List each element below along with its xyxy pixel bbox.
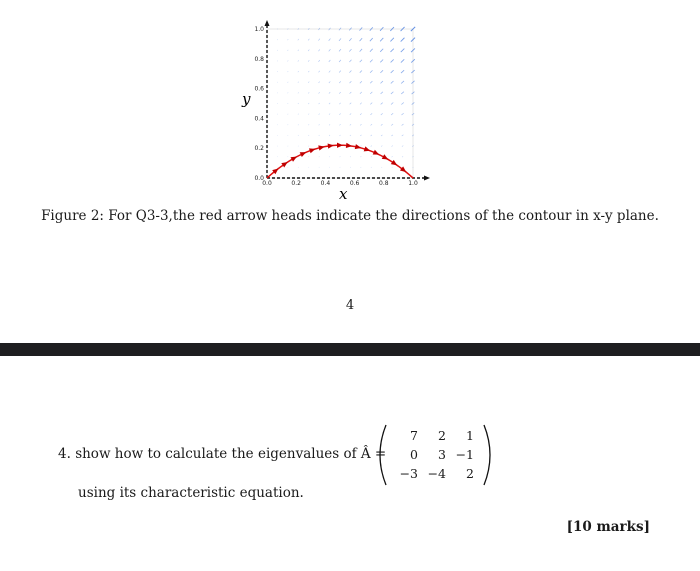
x-tick-label: 1.0 (408, 180, 418, 187)
vector-arrow (349, 60, 351, 62)
vector-arrow (277, 82, 278, 83)
vector-arrow (360, 135, 361, 136)
vector-arrow (370, 92, 372, 94)
x-tick-label: 0.6 (349, 180, 360, 187)
vector-arrow (339, 38, 341, 40)
question-text-continued: using its characteristic equation. (78, 485, 304, 501)
vector-arrow (277, 71, 278, 72)
vector-arrow (360, 146, 361, 147)
x-tick-label: 0.8 (379, 180, 389, 187)
vector-arrow (340, 156, 341, 157)
vector-arrow (360, 60, 362, 62)
vector-arrow (288, 92, 289, 93)
vector-arrow (370, 70, 372, 72)
vector-arrow (370, 38, 373, 41)
vector-arrow (298, 28, 299, 29)
matrix-cell: −4 (427, 466, 446, 481)
contour-arrowhead (290, 154, 298, 161)
vector-arrow (391, 135, 393, 136)
vector-arrow (298, 50, 299, 51)
y-tick-label: 0.6 (254, 85, 264, 93)
vector-arrow (370, 113, 372, 115)
vector-arrow (329, 81, 330, 83)
vector-arrow (402, 135, 404, 136)
vector-arrow (288, 124, 289, 125)
vector-arrow (380, 70, 383, 73)
vector-arrow (308, 92, 309, 93)
vector-arrow (287, 60, 288, 61)
vector-arrow (308, 50, 309, 52)
figure-caption: Figure 2: For Q3-3,the red arrow heads indicate the directions of the contour in x-y plane. (41, 208, 659, 224)
question-number: 4. (58, 446, 71, 462)
vector-arrow (308, 82, 309, 83)
vector-arrow (380, 38, 383, 41)
vector-arrow (392, 146, 393, 147)
vector-arrow (298, 103, 299, 104)
matrix-A (392, 428, 480, 486)
vector-arrow (308, 71, 309, 72)
contour-arrowhead (373, 150, 381, 157)
vector-arrow (288, 135, 289, 136)
vector-arrow (298, 60, 299, 61)
vector-arrow (360, 70, 362, 72)
y-axis-label: y (242, 90, 251, 108)
contour-arrowhead (328, 143, 335, 149)
vector-arrow (350, 81, 352, 83)
vector-arrow (380, 49, 383, 52)
vector-arrow (329, 103, 330, 104)
y-tick-labels (254, 26, 264, 182)
vector-arrow (381, 92, 383, 94)
vector-arrow (391, 113, 393, 115)
vector-arrow (371, 146, 372, 147)
y-tick-label: 1.0 (254, 26, 264, 33)
vector-arrow (339, 71, 341, 73)
vector-arrow (329, 49, 331, 51)
vector-arrow (277, 61, 278, 62)
vector-arrow (392, 167, 393, 168)
y-axis-arrow (265, 20, 270, 26)
vector-arrow (370, 49, 373, 52)
vector-arrow (329, 135, 330, 136)
vector-arrow (360, 81, 362, 83)
vector-arrow (391, 59, 394, 62)
vector-arrow (308, 135, 309, 136)
vector-arrow (360, 49, 362, 52)
vector-arrow (401, 113, 403, 115)
vector-arrow (298, 124, 299, 125)
contour-arrowhead (346, 143, 353, 149)
x-tick-label: 0.4 (320, 180, 331, 187)
vector-arrow (391, 81, 394, 83)
vector-arrow (380, 81, 382, 83)
vector-arrow (308, 103, 309, 104)
vector-arrow (339, 103, 340, 104)
vector-arrow (381, 113, 383, 115)
matrix-cell: −1 (455, 447, 474, 462)
vector-arrow (329, 156, 330, 157)
vector-arrow (390, 38, 393, 42)
vector-arrow (402, 124, 404, 126)
vector-arrow (319, 103, 320, 104)
vector-arrow (329, 124, 330, 125)
vector-arrow (391, 103, 393, 105)
vector-arrow (298, 146, 299, 147)
vector-arrow (360, 124, 361, 125)
vector-arrow (277, 93, 278, 94)
vector-arrow (381, 146, 382, 147)
vector-arrow (287, 50, 288, 51)
matrix-cell: −3 (399, 466, 418, 481)
y-tick-label: 0.2 (254, 145, 264, 153)
vector-arrow (319, 156, 320, 157)
vector-arrow (350, 135, 351, 136)
vector-arrow (401, 38, 405, 42)
x-axis-arrow (424, 176, 430, 181)
vector-arrow (401, 92, 404, 94)
vector-arrow (298, 71, 299, 72)
vector-arrow (401, 49, 405, 52)
vector-arrow (308, 156, 309, 157)
vector-arrow (391, 124, 393, 125)
vector-arrow (371, 167, 372, 168)
vector-arrow (318, 39, 320, 41)
vector-arrow (340, 167, 341, 168)
vector-arrow (350, 103, 352, 105)
matrix-cell: 2 (466, 466, 474, 481)
vector-arrow (339, 49, 341, 51)
vector-arrow (381, 124, 383, 125)
vector-arrow (370, 81, 372, 83)
vector-arrow (329, 39, 331, 41)
vector-arrow (308, 146, 309, 147)
vector-arrow (329, 167, 330, 168)
x-axis-label: x (339, 185, 348, 203)
vector-arrow (360, 92, 362, 94)
contour-curve (267, 145, 413, 178)
vector-arrow (329, 71, 331, 73)
vector-arrow (298, 39, 299, 40)
vector-arrow (339, 60, 341, 62)
vector-arrow (401, 70, 404, 73)
vector-arrow (380, 60, 383, 63)
vector-arrow (298, 135, 299, 136)
vector-arrow (288, 156, 289, 157)
matrix-cell: 7 (410, 428, 418, 443)
vector-arrow (350, 156, 351, 157)
vector-arrow (319, 92, 320, 93)
vector-arrow (318, 60, 319, 62)
vector-arrow (401, 59, 404, 62)
question-4 (58, 446, 386, 462)
vector-arrow (319, 114, 320, 115)
contour-arrowhead (300, 150, 308, 157)
vector-arrow (277, 103, 278, 104)
vector-field (267, 27, 415, 178)
right-paren (484, 425, 490, 485)
contour-arrowhead (364, 146, 371, 153)
vector-arrow (412, 146, 413, 147)
vector-arrow (288, 146, 289, 147)
vector-arrow (371, 156, 372, 157)
vector-arrow (360, 103, 362, 105)
vector-arrow (277, 39, 278, 40)
vector-arrow (329, 60, 331, 62)
vector-arrow (370, 60, 373, 63)
vector-arrow (319, 124, 320, 125)
vector-arrow (339, 114, 340, 115)
vector-arrow (350, 167, 351, 168)
contour-arrowhead (337, 143, 343, 148)
vector-arrow (308, 114, 309, 115)
vector-arrow (288, 71, 289, 72)
vector-arrow (308, 124, 309, 125)
vector-arrow (349, 49, 351, 51)
vector-arrow (401, 81, 404, 84)
question-text: show how to calculate the eigenvalues of Â = (75, 446, 387, 462)
vector-arrow (318, 49, 319, 51)
vector-arrow (287, 28, 288, 29)
vector-arrow (402, 156, 403, 157)
vector-arrow (381, 135, 382, 136)
vector-arrow (381, 103, 383, 105)
x-tick-label: 0.2 (291, 180, 301, 187)
vector-arrow (371, 124, 373, 125)
vector-arrow (288, 82, 289, 83)
contour-arrowhead (382, 154, 390, 161)
vector-arrow (339, 92, 341, 94)
marks-label: [10 marks] (566, 519, 650, 535)
vector-arrow (391, 49, 394, 52)
y-tick-label: 0.4 (254, 115, 264, 123)
vector-field-figure (230, 10, 440, 210)
vector-arrow (287, 39, 288, 40)
vector-arrow (277, 50, 278, 51)
vector-arrow (288, 114, 289, 115)
vector-arrow (361, 167, 362, 168)
vector-arrow (350, 113, 351, 114)
page-divider (0, 343, 700, 356)
vector-arrow (298, 82, 299, 83)
vector-arrow (391, 92, 393, 94)
matrix-cell: 2 (438, 428, 446, 443)
vector-arrow (319, 135, 320, 136)
left-paren (380, 425, 386, 485)
page-number: 4 (345, 298, 355, 313)
vector-arrow (402, 146, 403, 147)
y-tick-label: 0.0 (254, 175, 264, 182)
matrix-cell: 0 (410, 447, 418, 462)
x-tick-label: 0.0 (262, 180, 272, 187)
vector-arrow (360, 113, 362, 114)
vector-arrow (339, 81, 341, 83)
vector-arrow (412, 156, 413, 157)
vector-arrow (339, 135, 340, 136)
vector-arrow (349, 71, 351, 73)
vector-arrow (360, 156, 361, 157)
y-tick-label: 0.8 (254, 55, 264, 63)
vector-arrow (401, 102, 403, 104)
vector-arrow (392, 156, 393, 157)
vector-arrow (360, 38, 363, 41)
vector-arrow (319, 82, 320, 83)
vector-arrow (371, 135, 372, 136)
contour-arrowhead (309, 146, 316, 153)
vector-arrow (381, 167, 382, 168)
vector-arrow (298, 114, 299, 115)
vector-arrow (329, 114, 330, 115)
vector-arrow (308, 60, 309, 61)
vector-arrow (339, 124, 340, 125)
vector-arrow (277, 114, 278, 115)
vector-arrow (391, 70, 394, 73)
vector-arrow (370, 103, 372, 105)
vector-arrow (318, 71, 319, 73)
vector-arrow (298, 92, 299, 93)
matrix-cell: 3 (438, 447, 446, 462)
vector-arrow (288, 103, 289, 104)
vector-arrow (329, 92, 330, 93)
vector-arrow (350, 124, 351, 125)
vector-arrow (308, 39, 309, 41)
vector-arrow (350, 92, 352, 94)
matrix-cell: 1 (466, 428, 474, 443)
vector-arrow (349, 38, 351, 41)
